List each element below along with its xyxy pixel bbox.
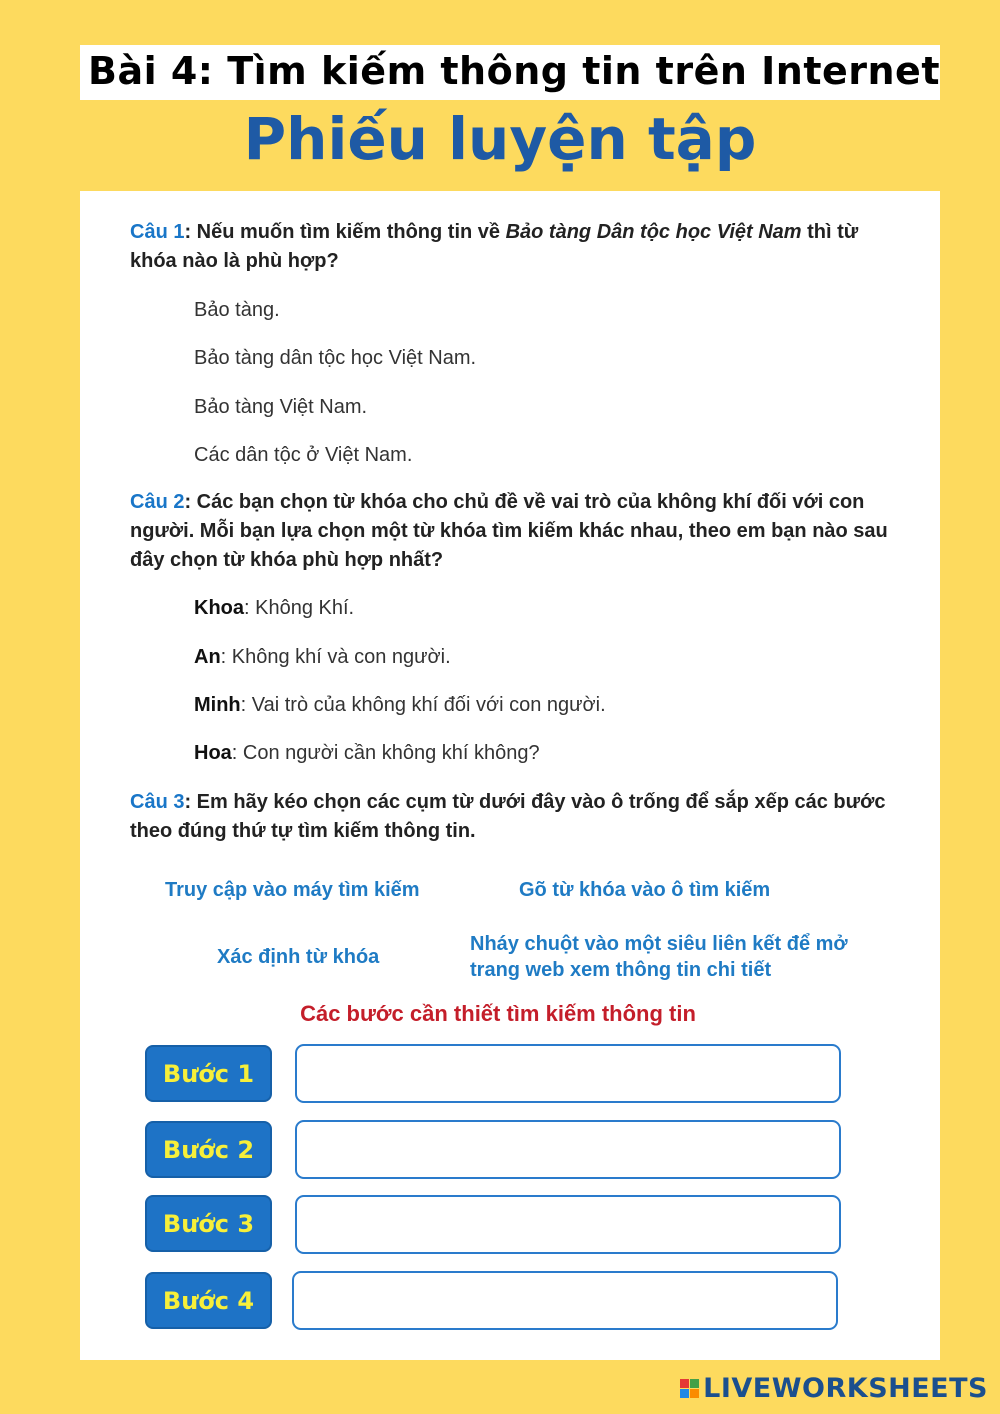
- brand-name: LIVEWORKSHEETS: [703, 1372, 988, 1404]
- worksheet-title: Phiếu luyện tập: [243, 105, 757, 173]
- question-1-label: Câu 1: [130, 221, 185, 243]
- q2-option-an[interactable]: An: Không khí và con người.: [194, 646, 451, 668]
- phrase-identify-keyword[interactable]: Xác định từ khóa: [217, 946, 380, 968]
- q1-option-1[interactable]: Bảo tàng.: [194, 299, 280, 321]
- question-3: Câu 3: Em hãy kéo chọn các cụm từ dưới đây vào ô trống để sắp xếp các bước theo đúng thứ tự tìm kiếm thông tin.: [130, 791, 886, 842]
- question-3-label: Câu 3: [130, 791, 185, 813]
- liveworksheets-brand[interactable]: [680, 1372, 988, 1404]
- question-2-label: Câu 2: [130, 491, 185, 513]
- lesson-title: Bài 4: Tìm kiếm thông tin trên Internet: [88, 49, 940, 93]
- q1-option-3[interactable]: Bảo tàng Việt Nam.: [194, 396, 368, 418]
- question-2: Câu 2: Các bạn chọn từ khóa cho chủ đề về vai trò của không khí đối với con người. Mỗi bạn lựa chọn một từ khóa tìm kiếm khác nhau, theo em bạn nào sau đây chọn từ khóa phù hợp nhất?: [130, 491, 888, 571]
- step-3-label: Bước 3: [145, 1195, 272, 1252]
- step-2-dropzone[interactable]: [295, 1120, 841, 1179]
- q2-option-hoa[interactable]: Hoa: Con người cần không khí không?: [194, 742, 540, 764]
- phrase-click-hyperlink[interactable]: Nháy chuột vào một siêu liên kết để mở trang web xem thông tin chi tiết: [470, 933, 848, 981]
- liveworksheets-logo-icon: [680, 1379, 699, 1398]
- museum-name: Bảo tàng Dân tộc học Việt Nam: [505, 221, 802, 243]
- step-4-label: Bước 4: [145, 1272, 272, 1329]
- step-2-label: Bước 2: [145, 1121, 272, 1178]
- q1-option-4[interactable]: Các dân tộc ở Việt Nam.: [194, 444, 413, 466]
- step-3-dropzone[interactable]: [295, 1195, 841, 1254]
- phrase-access-search-engine[interactable]: Truy cập vào máy tìm kiếm: [165, 879, 420, 901]
- worksheet-card: [80, 191, 940, 1360]
- steps-title: Các bước cần thiết tìm kiếm thông tin: [300, 1001, 696, 1026]
- phrase-type-keyword[interactable]: Gõ từ khóa vào ô tìm kiếm: [519, 879, 771, 901]
- q1-option-2[interactable]: Bảo tàng dân tộc học Việt Nam.: [194, 347, 477, 369]
- step-4-dropzone[interactable]: [292, 1271, 838, 1330]
- header-bar: [80, 45, 940, 100]
- step-1-dropzone[interactable]: [295, 1044, 841, 1103]
- q2-option-khoa[interactable]: Khoa: Không Khí.: [194, 597, 355, 619]
- question-1: Câu 1: Nếu muốn tìm kiếm thông tin về Bảo tàng Dân tộc học Việt Nam thì từ khóa nào là phù hợp?: [130, 221, 859, 272]
- step-1-label: Bước 1: [145, 1045, 272, 1102]
- q2-option-minh[interactable]: Minh: Vai trò của không khí đối với con người.: [194, 694, 606, 716]
